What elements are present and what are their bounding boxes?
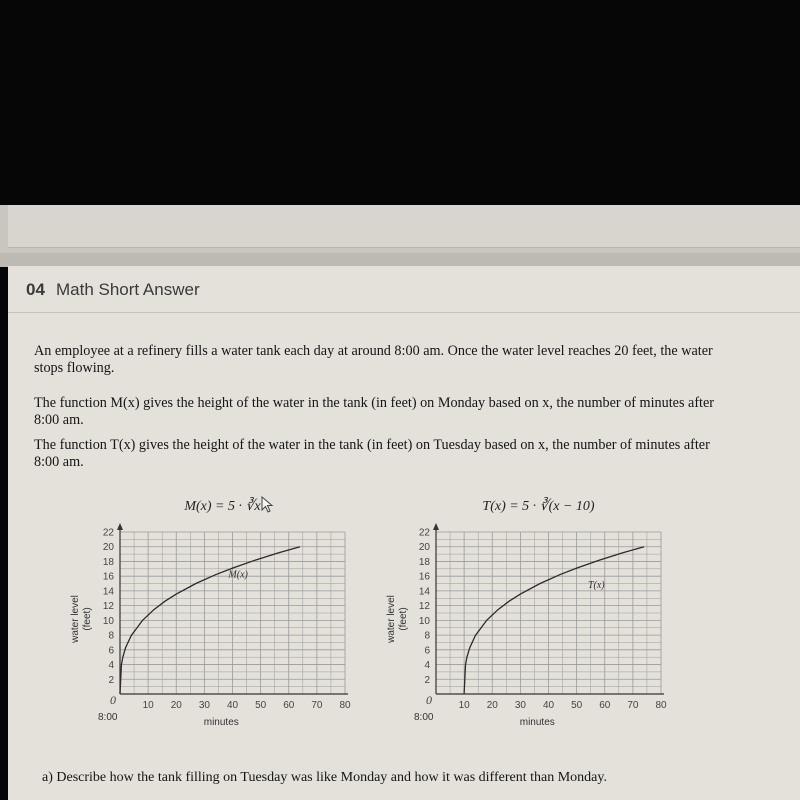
y-tick-label: 10 <box>102 615 114 627</box>
y-tick-label: 18 <box>102 556 114 568</box>
chart-title: T(x) = 5 · ∛(x − 10) <box>482 499 595 514</box>
question-number: 04 <box>26 280 45 299</box>
y-axis-label: water level(feet) <box>386 595 409 643</box>
y-tick-label: 18 <box>418 556 430 568</box>
origin-label: 0 <box>426 693 432 707</box>
y-tick-label: 14 <box>418 586 430 598</box>
x-tick-label: 70 <box>311 700 323 711</box>
y-tick-label: 8 <box>108 630 114 642</box>
y-tick-label: 22 <box>418 527 430 539</box>
y-axis-arrow <box>117 523 123 530</box>
x-tick-label: 80 <box>339 700 351 711</box>
y-tick-label: 2 <box>108 674 114 686</box>
x-tick-label: 30 <box>198 700 210 711</box>
tuesday-chart <box>366 494 696 754</box>
x-tick-label: 40 <box>542 700 555 711</box>
origin-label: 0 <box>110 693 116 707</box>
x-axis-label: minutes <box>203 717 239 728</box>
question-title: Math Short Answer <box>56 280 200 299</box>
y-tick-label: 6 <box>424 645 430 657</box>
origin-time-label: 8:00 <box>98 712 118 723</box>
x-axis-label: minutes <box>519 717 555 728</box>
dark-background <box>0 0 800 205</box>
x-tick-label: 50 <box>571 700 583 711</box>
y-tick-label: 16 <box>102 571 114 583</box>
previous-question-card <box>0 205 800 253</box>
x-tick-label: 10 <box>458 700 470 711</box>
x-tick-label: 80 <box>655 700 667 711</box>
y-tick-label: 12 <box>418 601 430 613</box>
card-gap <box>0 253 800 267</box>
x-tick-label: 70 <box>627 700 639 711</box>
intro-text: An employee at a refinery fills a water tank each day at around 8:00 am. Once the water level reaches 20 feet, the water stops flowing. <box>34 343 713 376</box>
y-tick-label: 8 <box>424 630 430 642</box>
y-axis-label: water level(feet) <box>70 595 93 643</box>
y-tick-label: 14 <box>102 586 114 598</box>
question-card <box>8 266 800 800</box>
origin-time-label: 8:00 <box>414 712 434 723</box>
curve-label: T(x) <box>587 579 605 591</box>
x-tick-label: 60 <box>599 700 611 711</box>
x-tick-label: 40 <box>226 700 239 711</box>
y-tick-label: 10 <box>418 615 430 627</box>
mouse-pointer-icon <box>260 496 276 514</box>
y-axis-arrow <box>433 523 439 530</box>
y-tick-label: 4 <box>108 660 114 672</box>
question-header <box>8 266 800 313</box>
tuesday-description: The function T(x) gives the height of the water in the tank (in feet) on Tuesday based on x, the number of minutes after 8:00 am. <box>34 437 710 470</box>
x-tick-label: 20 <box>170 700 182 711</box>
x-tick-label: 10 <box>142 700 154 711</box>
curve-label: M(x) <box>228 569 248 581</box>
y-tick-label: 22 <box>102 527 114 539</box>
y-tick-label: 20 <box>102 542 114 554</box>
monday-description: The function M(x) gives the height of the water in the tank (in feet) on Monday based on x, the number of minutes after 8:00 am. <box>34 395 715 428</box>
question-a: a) Describe how the tank filling on Tuesday was like Monday and how it was different than Monday. <box>42 770 607 785</box>
y-tick-label: 16 <box>418 571 430 583</box>
x-tick-label: 30 <box>514 700 526 711</box>
y-tick-label: 2 <box>424 674 430 686</box>
y-tick-label: 6 <box>108 645 114 657</box>
x-tick-label: 50 <box>255 700 267 711</box>
y-tick-label: 4 <box>424 660 430 672</box>
x-tick-label: 20 <box>486 700 498 711</box>
x-tick-label: 60 <box>283 700 295 711</box>
chart-title: M(x) = 5 · ∛x <box>184 499 261 514</box>
y-tick-label: 20 <box>418 542 430 554</box>
y-tick-label: 12 <box>102 601 114 613</box>
monday-chart <box>50 494 380 754</box>
